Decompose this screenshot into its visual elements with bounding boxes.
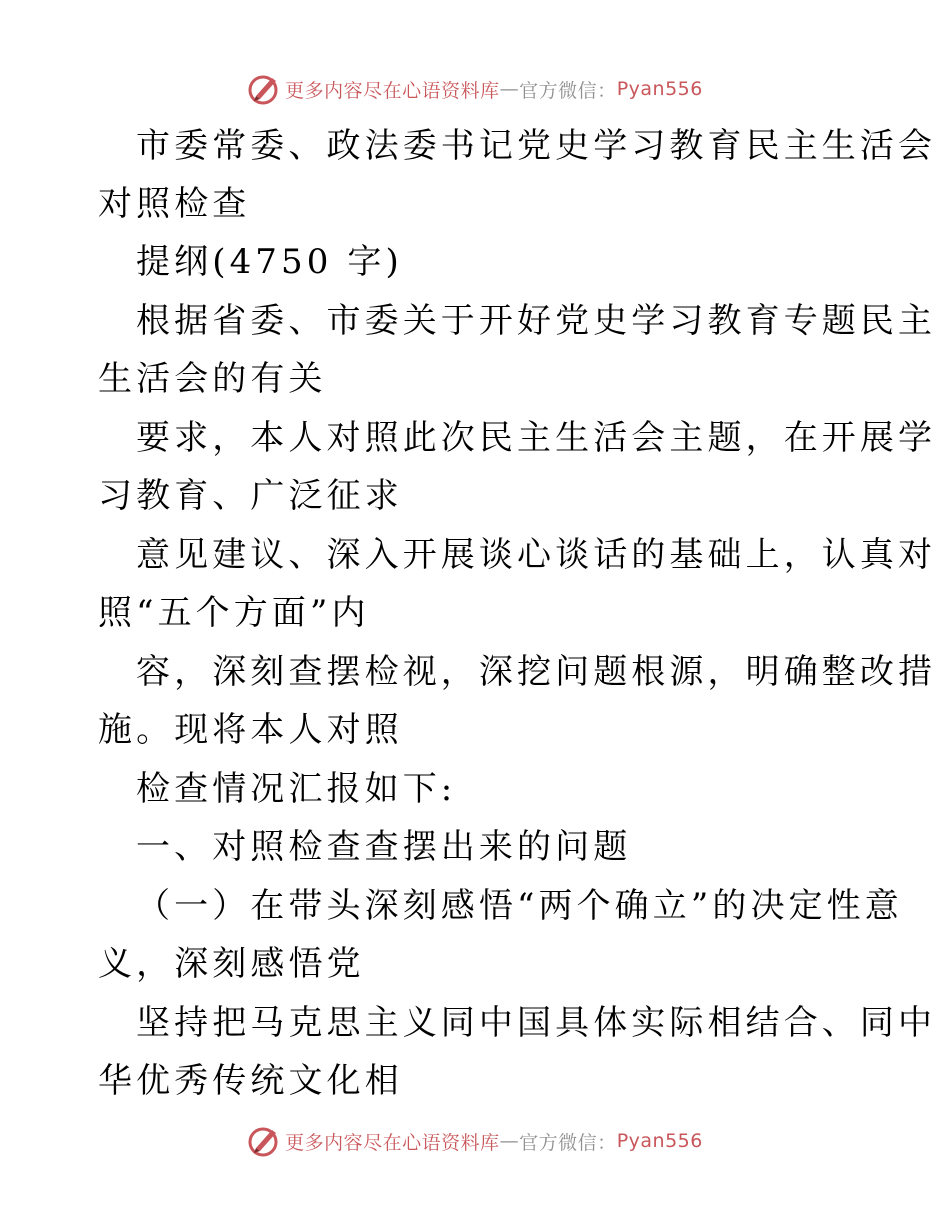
doc-line-16: 坚持把马克思主义同中国具体实际相结合、同中 xyxy=(136,1003,937,1043)
doc-line-9: 照“五个方面”内 xyxy=(98,593,370,633)
watermark-account: Pyan556 xyxy=(616,78,703,100)
watermark-dash: — xyxy=(499,1130,520,1152)
watermark-account: Pyan556 xyxy=(616,1130,703,1152)
doc-line-15: 义，深刻感悟党 xyxy=(98,944,365,984)
doc-line-6: 要求，本人对照此次民主生活会主题，在开展学 xyxy=(136,418,937,458)
watermark-header xyxy=(0,72,950,106)
watermark-channel: 官方微信： xyxy=(519,79,617,102)
doc-line-17: 华优秀传统文化相 xyxy=(98,1061,403,1101)
doc-line-1: 市委常委、政法委书记党史学习教育民主生活会 xyxy=(136,126,937,166)
doc-line-11: 施。现将本人对照 xyxy=(98,710,403,750)
section-heading-1: 一、对照检查查摆出来的问题 xyxy=(136,827,632,867)
pen-logo-icon xyxy=(247,1124,281,1158)
doc-line-3: 提纲(4750 字) xyxy=(136,242,403,282)
doc-line-8: 意见建议、深入开展谈心谈话的基础上，认真对 xyxy=(136,535,937,575)
watermark-channel: 官方微信： xyxy=(519,1131,617,1154)
watermark-brand: 更多内容尽在心语资料库 xyxy=(285,79,500,102)
doc-line-12: 检查情况汇报如下: xyxy=(136,769,457,809)
subsection-heading-1: （一）在带头深刻感悟“两个确立”的决定性意 xyxy=(136,886,903,926)
watermark-brand: 更多内容尽在心语资料库 xyxy=(285,1131,500,1154)
doc-line-5: 生活会的有关 xyxy=(98,359,327,399)
doc-line-2: 对照检查 xyxy=(98,184,251,224)
pen-logo-icon xyxy=(247,72,281,106)
watermark-dash: — xyxy=(499,78,520,100)
doc-line-4: 根据省委、市委关于开好党史学习教育专题民主 xyxy=(136,301,937,341)
doc-line-10: 容，深刻查摆检视，深挖问题根源，明确整改措 xyxy=(136,652,937,692)
doc-line-7: 习教育、广泛征求 xyxy=(98,476,403,516)
watermark-footer xyxy=(0,1124,950,1158)
